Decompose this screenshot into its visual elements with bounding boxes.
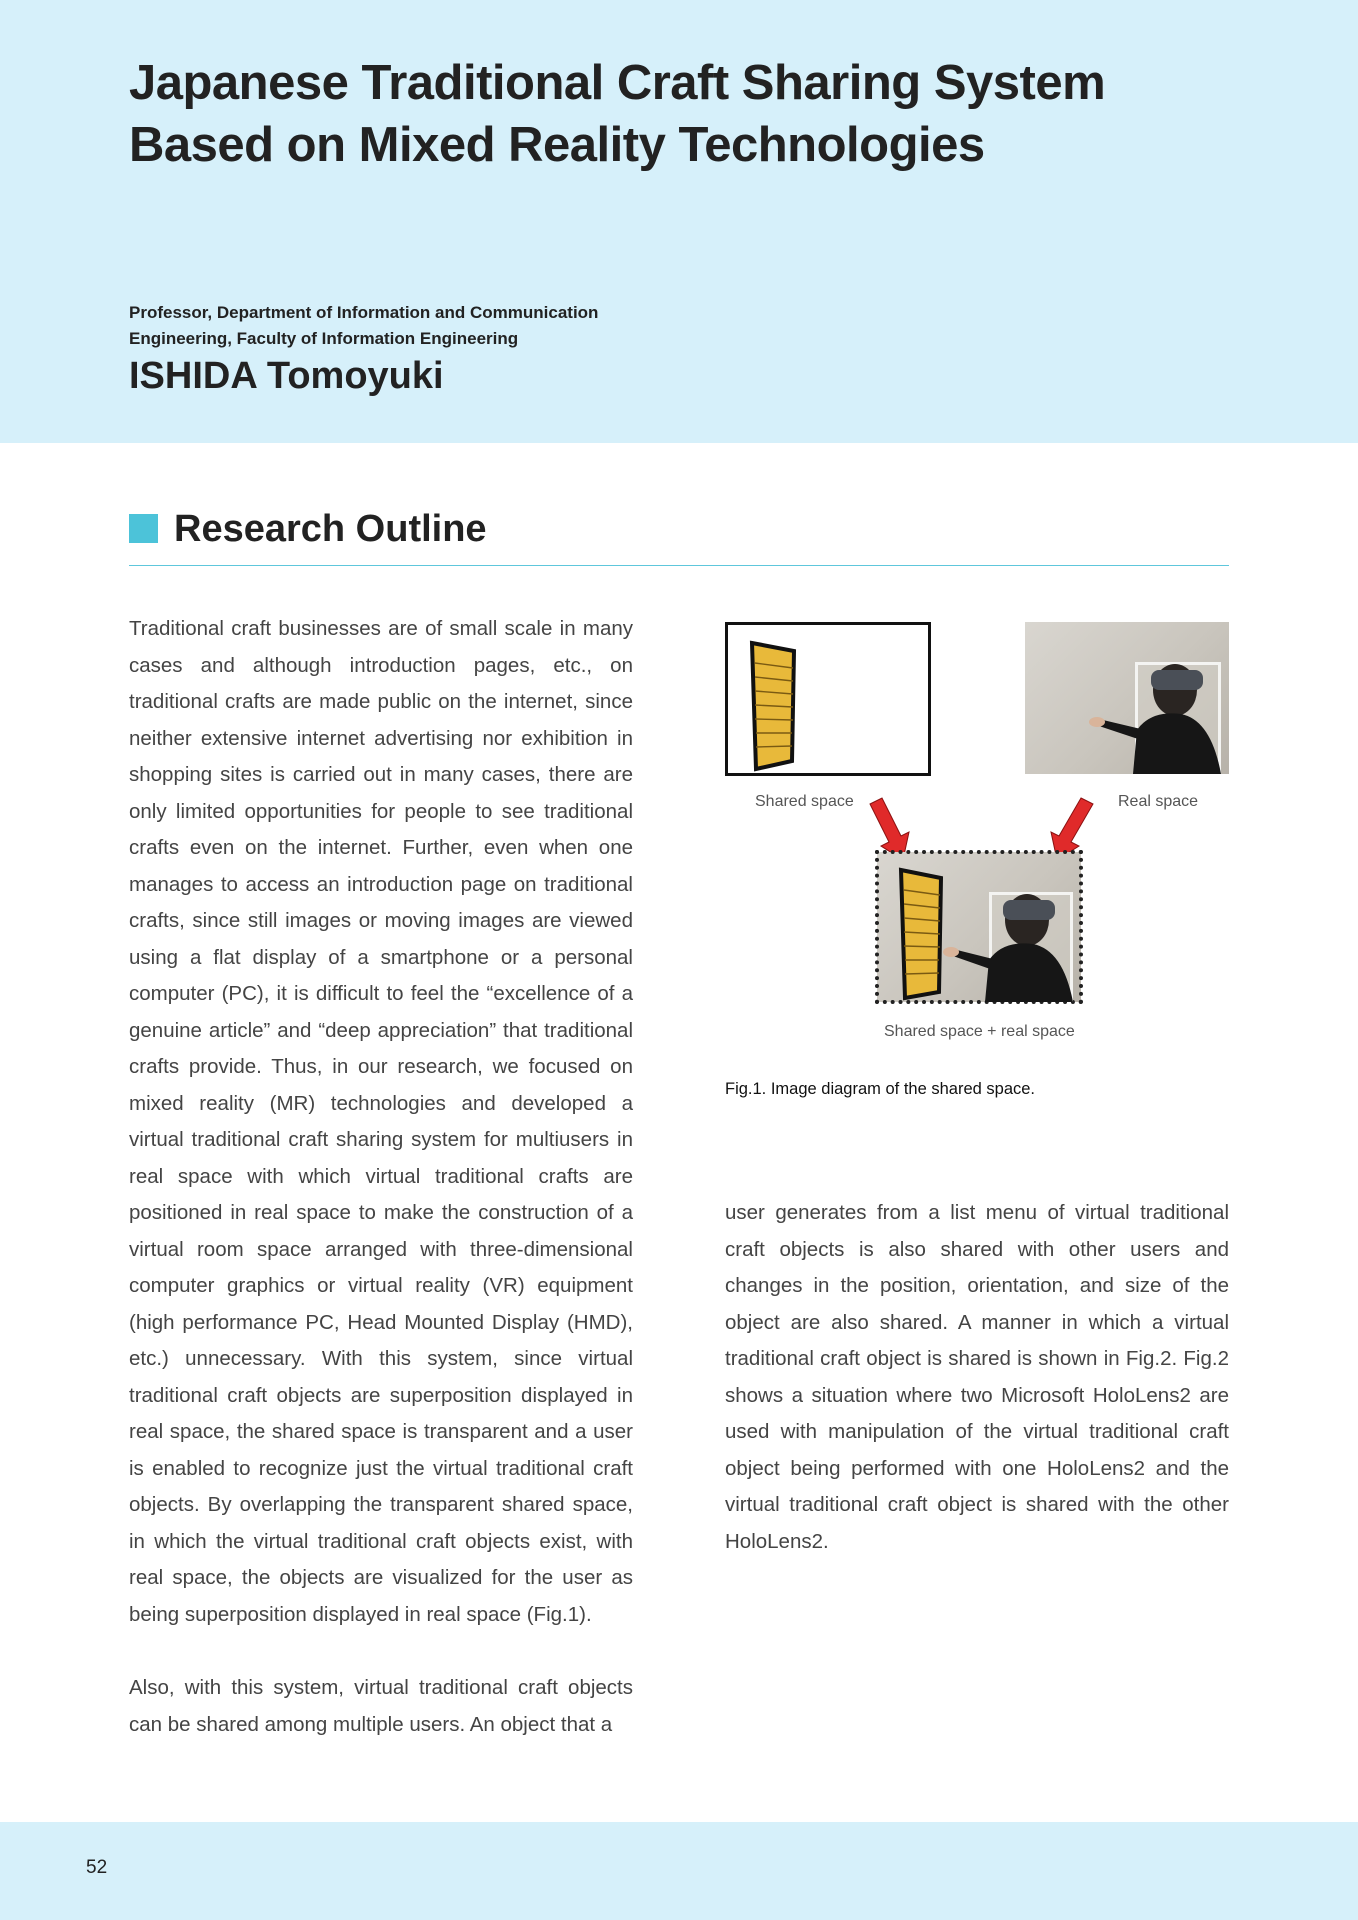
real-space-photo: [1025, 622, 1229, 774]
figure-caption: Fig.1. Image diagram of the shared space.: [725, 1080, 1036, 1098]
body-paragraph-1: Traditional craft businesses are of small scale in many cases and although introduction pages, etc., on traditional crafts are made public on the internet, since neither extensive internet advertising nor exhibition in shopping sites is carried out in many cases, there are only limited opportunities for people to see traditional crafts even on the internet. Further, even when one manages to access an introduction page on traditional crafts, since still images or moving images are viewed using a flat display of a smartphone or a personal computer (PC), it is difficult to feel the “excellence of a genuine article” and “deep appreciation” that traditional crafts provide. Thus, in our research, we focused on mixed reality (MR) technologies and developed a virtual traditional craft sharing system for multiusers in real space with which virtual traditional crafts are positioned in real space to make the construction of a virtual room space arranged with three-dimensional computer graphics or virtual reality (VR) equipment (high performance PC, Head Mounted Display (HMD), etc.) unnecessary. With this system, since virtual traditional craft objects are superposition displayed in real space, the shared space is transparent and a user is enabled to recognize just the virtual traditional craft objects. By overlapping the transparent shared space, in which the virtual traditional craft objects exist, with real space, the objects are visualized for the user as being superposition displayed in real space (Fig.1).: [129, 617, 633, 1626]
section-title: Research Outline: [174, 508, 487, 550]
shared-space-label: Shared space: [755, 793, 854, 810]
page-title: Japanese Traditional Craft Sharing System Based on Mixed Reality Technologies: [129, 56, 1106, 172]
person-with-headset-icon: [1025, 622, 1229, 774]
body-paragraph-2: Also, with this system, virtual traditional craft objects can be shared among multiple users. An object that a: [129, 1676, 633, 1736]
section-square-icon: [129, 514, 158, 543]
real-space-label: Real space: [1118, 793, 1199, 810]
combined-space-photo: [877, 852, 1081, 1002]
craft-object-icon: [728, 625, 928, 773]
figure-shared-space-diagram: [725, 620, 1229, 1100]
author-name: ISHIDA Tomoyuki: [129, 355, 444, 397]
combined-scene-icon: [877, 852, 1081, 1002]
header-band: [0, 0, 1358, 443]
combined-space-label: Shared space + real space: [884, 1023, 1075, 1040]
section-heading: [129, 505, 1229, 566]
arrow-down-right-icon: [870, 798, 909, 860]
body-paragraph-3: user generates from a list menu of virtual traditional craft objects is also shared with other users and changes in the position, orientation, and size of the object are also shared. A manner in which a virtual traditional craft object is shared is shown in Fig.2. Fig.2 shows a situation where two Microsoft HoloLens2 are used with manipulation of the virtual traditional craft object being performed with one HoloLens2 and the virtual traditional craft object is shared with the other HoloLens2.: [725, 1201, 1229, 1553]
arrow-down-left-icon: [1051, 798, 1093, 860]
author-affiliation: Professor, Department of Information and Communication Engineering, Faculty of Information Engineering: [129, 303, 599, 348]
shared-space-panel: [725, 622, 931, 776]
page-number: 52: [86, 1857, 108, 1878]
footer-band: [0, 1822, 1358, 1920]
